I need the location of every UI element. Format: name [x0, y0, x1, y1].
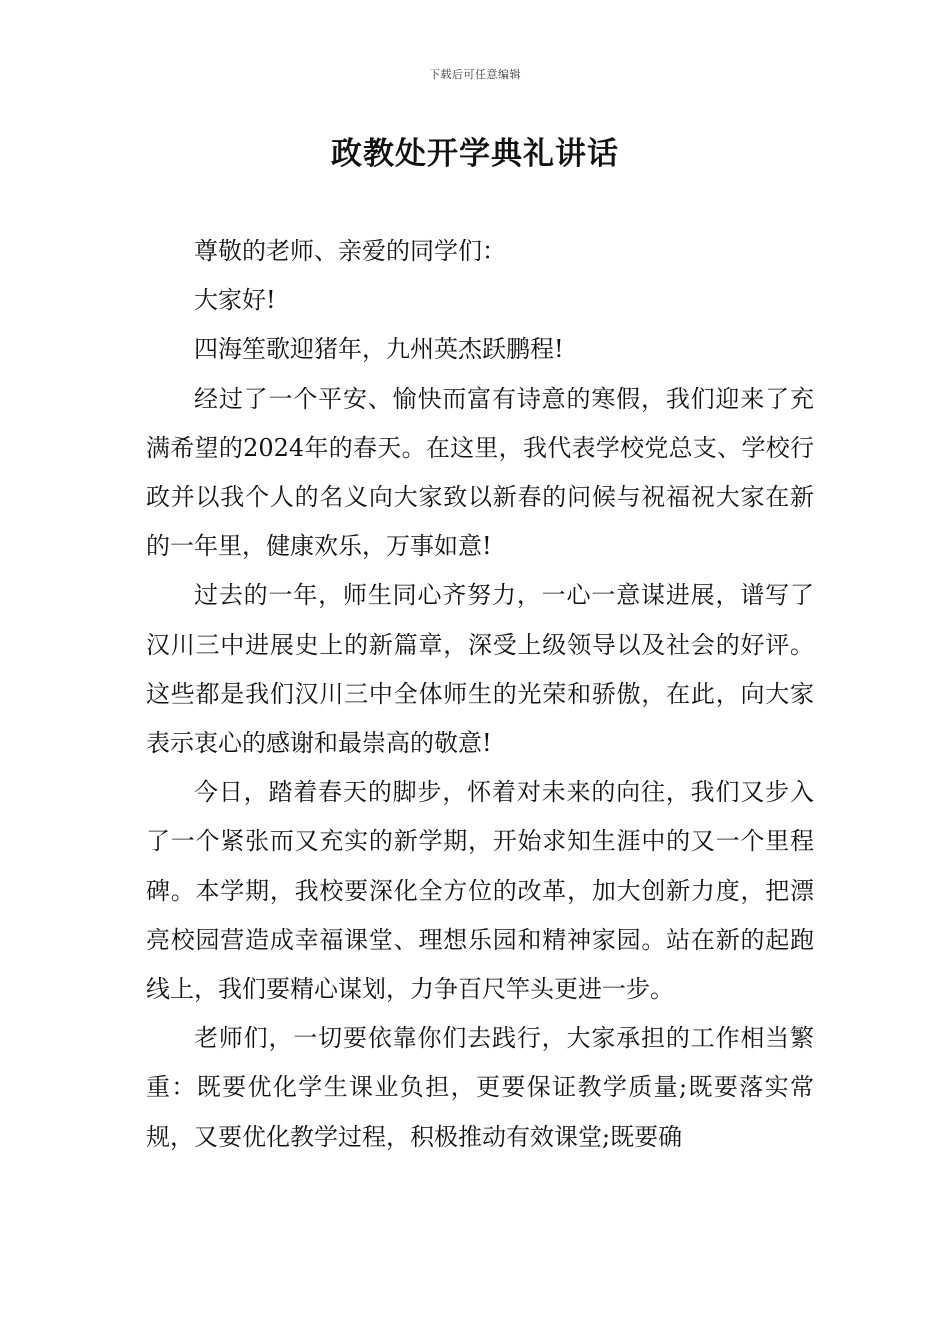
paragraph-teachers: 老师们，一切要依靠你们去践行，大家承担的工作相当繁重：既要优化学生课业负担，更要保证教学质量;既要落实常规，又要优化教学过程，积极推动有效课堂;既要确 — [146, 1024, 814, 1151]
paragraph-new-semester: 今日，踏着春天的脚步，怀着对未来的向往，我们又步入了一个紧张而又充实的新学期，开始求知生涯中的又一个里程碑。本学期，我校要深化全方位的改革，加大创新力度，把漂亮校园营造成幸福课堂、理想乐园和精神家园。站在新的起跑线上，我们要精心谋划，力争百尺竿头更进一步。 — [146, 778, 814, 1004]
header-note: 下载后可任意编辑 — [429, 68, 521, 81]
paragraph-salutation: 尊敬的老师、亲爱的同学们： — [194, 237, 506, 265]
document-body — [146, 227, 814, 1162]
paragraph-greeting: 大家好! — [194, 286, 276, 315]
document-title: 政教处开学典礼讲话 — [331, 136, 619, 172]
paragraph-past-year: 过去的一年，师生同心齐努力，一心一意谋进展，谱写了汉川三中进展史上的新篇章，深受上级领导以及社会的好评。这些都是我们汉川三中全体师生的光荣和骄傲，在此，向大家表示衷心的感谢和最崇高的敬意! — [146, 581, 814, 758]
paragraph-couplet: 四海笙歌迎猪年，九州英杰跃鹏程! — [194, 335, 564, 364]
paragraph-new-year-wishes: 经过了一个平安、愉快而富有诗意的寒假，我们迎来了充满希望的2024年的春天。在这里，我代表学校党总支、学校行政并以我个人的名义向大家致以新春的问候与祝福祝大家在新的一年里，健康欢乐，万事如意! — [146, 384, 814, 561]
